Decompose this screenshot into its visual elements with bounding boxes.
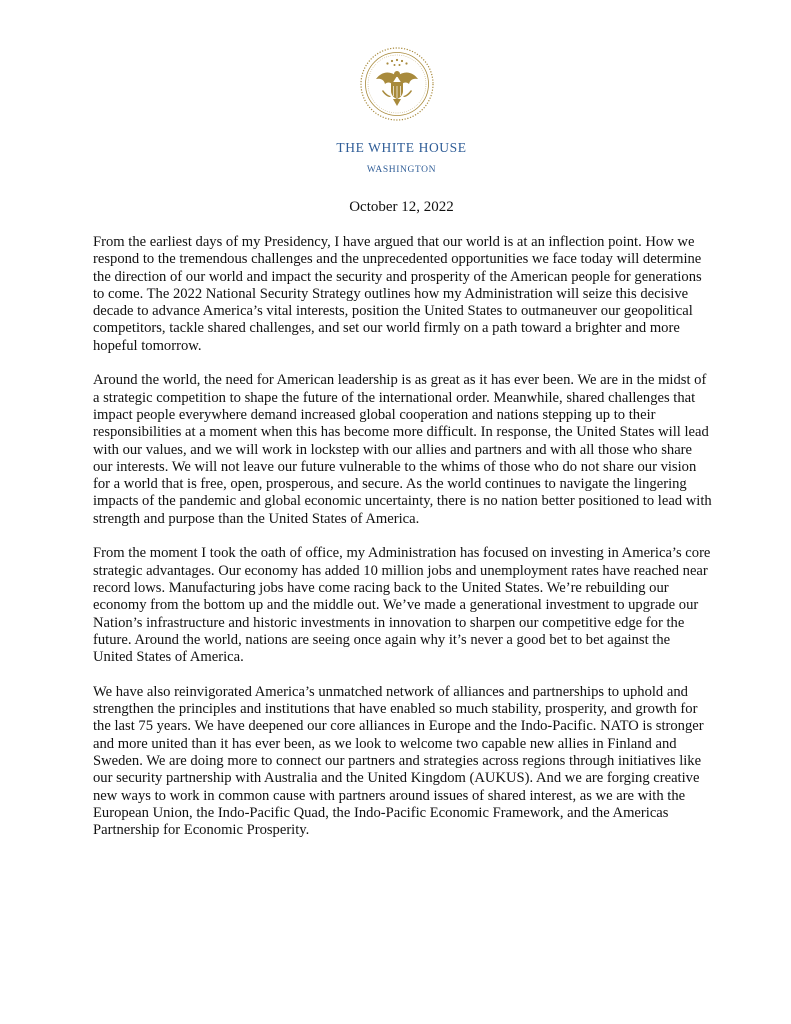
paragraph: Around the world, the need for American leadership is as great as it has ever been. We are in the midst of a strategic competition to shape the future of the international order. Meanwhile, shared challenges that impact people everywhere demand increased global cooperation and nations stepping up to their responsibilities at a moment when this has become more difficult. In response, the United States will lead with our values, and we will work in lockstep with our allies and partners and with all those who share our interests. We will not leave our future vulnerable to the whims of those who do not share our vision for a world that is free, open, prosperous, and secure. As the world continues to navigate the lingering impacts of the pandemic and global economic uncertainty, there is no nation better positioned to lead with strength and purpose than the United States of America. bbox=[93, 372, 712, 527]
presidential-seal-icon bbox=[359, 46, 435, 122]
paragraph: From the earliest days of my Presidency, I have argued that our world is at an inflection point. How we respond to the tremendous challenges and the unprecedented opportunities we face today will determine the direction of our world and impact the security and prosperity of the American people for generations to come. The 2022 National Security Strategy outlines how my Administration will seize this decisive decade to advance America’s vital interests, position the United States to outmaneuver our geopolitical competitors, tackle shared challenges, and set our world firmly on a path toward a brighter and more hopeful tomorrow. bbox=[93, 234, 702, 354]
letter-body bbox=[93, 234, 713, 857]
letter-date: October 12, 2022 bbox=[349, 199, 454, 215]
letterhead-subtitle: WASHINGTON bbox=[366, 165, 437, 175]
paragraph: We have also reinvigorated America’s unmatched network of alliances and partnerships to uphold and strengthen the principles and institutions that have enabled so much stability, prosperity, and growth for the last 75 years. We have deepened our core alliances in Europe and the Indo-Pacific. NATO is stronger and more united than it has ever been, as we look to welcome two capable new allies in Finland and Sweden. We are doing more to connect our partners and strategies across regions through initiatives like our security partnership with Australia and the United Kingdom (AUKUS). And we are forging creative new ways to work in common cause with partners around issues of shared interest, as we are with the European Union, the Indo-Pacific Quad, the Indo-Pacific Economic Framework, and the Americas Partnership for Economic Prosperity. bbox=[93, 683, 704, 839]
paragraph: From the moment I took the oath of office, my Administration has focused on investing in America’s core strategic advantages. Our economy has added 10 million jobs and unemployment rates have reached near record lows. Manufacturing jobs have come racing back to the United States. We’re rebuilding our economy from the bottom up and the middle out. We’ve made a generational investment to upgrade our Nation’s infrastructure and historic investments in innovation to sharpen our competitive edge for the future. Around the world, nations are seeing once again why it’s never a good bet to bet against the United States of America. bbox=[93, 545, 711, 666]
letterhead-title: THE WHITE HOUSE bbox=[336, 140, 467, 155]
